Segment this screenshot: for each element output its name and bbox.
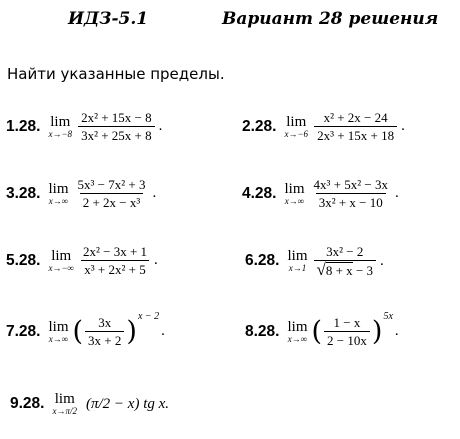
problem-6 [245,244,384,278]
problem-number: 1.28. [6,117,41,135]
instructions: Найти указанные пределы. [7,65,225,83]
right-paren: ) [371,316,383,347]
numerator: 4x³ + 5x² − 3x [313,177,388,192]
period: . [154,252,158,268]
problem-number: 8.28. [245,322,280,340]
limit-operator [52,392,77,416]
lim-label: lim [48,180,69,197]
problem-3 [6,177,156,210]
limit-operator [284,182,304,206]
fraction [314,110,397,143]
numerator: 2x² + 15x − 8 [81,110,152,125]
problem-number: 4.28. [242,184,277,202]
exponent: x − 2 [137,311,160,322]
limit-subscript: x→π/2 [52,406,77,416]
problem-9 [10,392,169,416]
limit-subscript: x→−6 [284,128,309,139]
lim-label: lim [284,180,305,197]
fraction [311,177,391,210]
lim-label: lim [286,113,307,130]
numerator: 5x³ − 7x² + 3 [77,177,146,192]
problem-2 [242,110,405,143]
period: . [394,185,399,201]
numerator: x² + 2x − 24 [323,110,388,125]
problem-number: 2.28. [242,117,277,135]
problem-8 [245,311,399,348]
denominator [314,260,377,278]
limit-subscript: x→∞ [284,195,305,206]
limit-operator [48,249,73,273]
limit-operator [284,115,308,139]
fraction [80,244,150,277]
expression: (π/2 − x) tg x. [86,395,170,412]
fraction [324,315,370,348]
problem-number: 7.28. [6,322,41,340]
period: . [152,185,157,201]
problem-7 [6,311,165,348]
limit-subscript: x→1 [288,263,307,273]
fraction [85,315,124,348]
limit-subscript: x→∞ [48,333,69,344]
limit-subscript: x→−8 [48,128,73,139]
problem-5 [6,244,158,277]
numerator: 3x² − 2 [326,244,364,259]
lim-label: lim [287,248,308,264]
numerator: 3x [98,315,112,330]
denominator: 2 − 10x [324,331,370,348]
lim-label: lim [51,247,72,264]
numerator: 1 − x [333,315,361,330]
limit-operator [48,182,68,206]
period: . [158,118,163,134]
limit-subscript: x→−∞ [48,262,74,273]
problem-number: 3.28. [6,184,41,202]
sqrt-icon: √ [316,260,326,279]
limit-operator [287,320,307,344]
fraction [314,244,377,278]
problem-number: 6.28. [245,252,280,269]
lim-label: lim [54,391,75,407]
right-paren: ) [126,316,137,347]
denominator: 2x³ + 15x + 18 [314,126,397,143]
period: . [161,323,165,339]
assignment-title: ИДЗ-5.1 [68,9,149,29]
denominator: 2 + 2x − x³ [80,193,144,210]
lim-label: lim [48,318,69,335]
numerator: 2x² − 3x + 1 [82,244,148,259]
problem-1 [6,110,162,143]
denominator: 3x² + x − 10 [316,193,386,210]
fraction [78,110,155,143]
denominator: x³ + 2x² + 5 [81,260,148,277]
denominator: 3x² + 25x + 8 [78,126,155,143]
left-paren: ( [311,316,323,347]
problem-number: 9.28. [10,395,45,412]
limit-subscript: x→∞ [48,195,69,206]
period: . [380,252,384,269]
period: . [394,323,399,339]
variant-title: Вариант 28 решения [222,9,439,29]
limit-subscript: x→∞ [287,333,308,344]
limit-operator [48,115,72,139]
lim-label: lim [50,113,71,130]
problem-number: 5.28. [6,251,41,269]
period: . [401,118,405,134]
limit-operator [287,249,307,273]
radicand: 8 + x [325,263,353,278]
limit-operator [48,320,68,344]
denominator-rest: − 3 [352,263,374,278]
lim-label: lim [287,318,308,335]
fraction [75,177,149,210]
left-paren: ( [72,316,84,347]
exponent: 5x [383,311,393,322]
denominator: 3x + 2 [85,331,124,348]
problem-4 [242,177,399,210]
